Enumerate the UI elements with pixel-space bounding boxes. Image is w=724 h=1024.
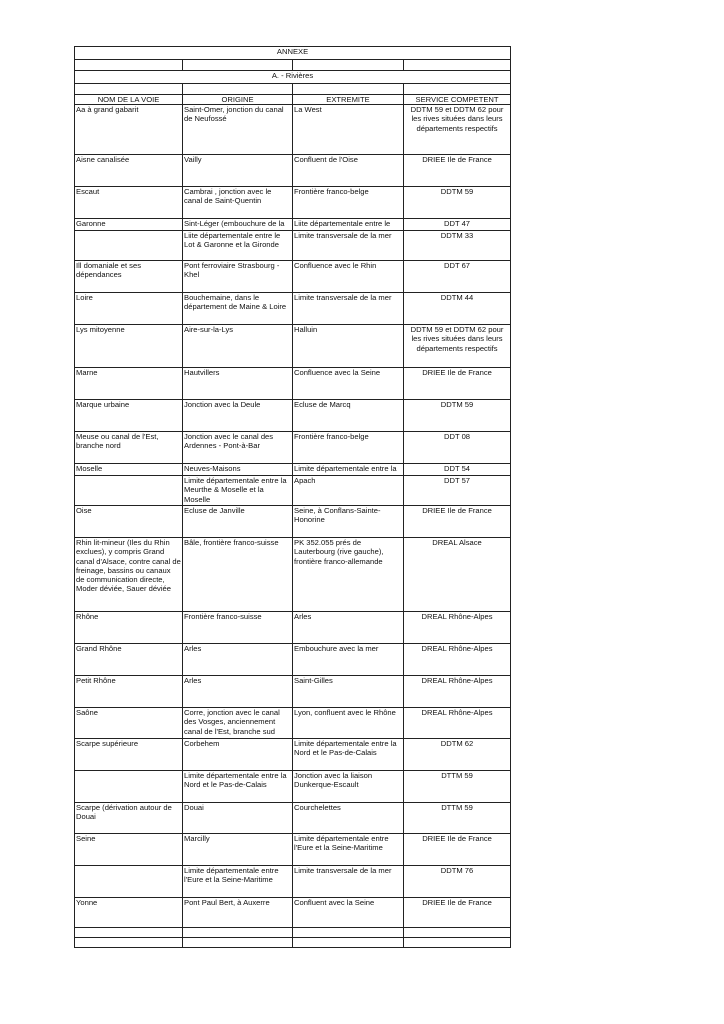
table-row	[75, 644, 511, 676]
cell-end: Lyon, confluent avec le Rhône	[293, 708, 404, 739]
cell-end: Halluin	[293, 325, 404, 368]
table-row	[75, 676, 511, 708]
cell-end: Limite départementale entre la Nord et le Pas-de-Calais	[293, 739, 404, 771]
cell-name: Grand Rhône	[75, 644, 183, 676]
annex-table	[74, 46, 511, 948]
cell-end: Apach	[293, 476, 404, 506]
cell-origin: Vailly	[183, 155, 293, 187]
cell-origin: Douai	[183, 803, 293, 834]
table-row	[75, 538, 511, 612]
cell-service: DDT 08	[404, 432, 511, 464]
cell-name: Meuse ou canal de l'Est, branche nord	[75, 432, 183, 464]
cell-name: Scarpe supérieure	[75, 739, 183, 771]
cell-name: Marque urbaine	[75, 400, 183, 432]
cell-end: Saint-Gilles	[293, 676, 404, 708]
cell-origin: Limite départementale entre la Nord et le Pas-de-Calais	[183, 771, 293, 803]
cell-name: Rhin lit-mineur (Iles du Rhin exclues), y compris Grand canal d'Alsace, contre canal de freinage, bassins ou canaux de communication directe, Moder déviée, Sauer déviée	[75, 538, 183, 612]
cell-service: DRIEE Ile de France	[404, 368, 511, 400]
cell-origin: Saint-Omer, jonction du canal de Neufossé	[183, 105, 293, 155]
cell-origin: Pont Paul Bert, à Auxerre	[183, 898, 293, 928]
cell-origin: Corbehem	[183, 739, 293, 771]
table-row	[75, 231, 511, 261]
table-row	[75, 105, 511, 155]
table-row	[75, 771, 511, 803]
cell-name	[75, 231, 183, 261]
table-row	[75, 219, 511, 231]
cell-name: Seine	[75, 834, 183, 866]
cell-service: DRIEE Ile de France	[404, 898, 511, 928]
empty-row	[75, 938, 511, 948]
cell-name: Yonne	[75, 898, 183, 928]
cell-end: Liite départementale entre le	[293, 219, 404, 231]
cell-service: DDTM 76	[404, 866, 511, 898]
cell-name: Loire	[75, 293, 183, 325]
cell-origin: Neuves-Maisons	[183, 464, 293, 476]
col-header-name: NOM DE LA VOIE	[75, 95, 183, 105]
table-row	[75, 803, 511, 834]
col-header-end: EXTREMITE	[293, 95, 404, 105]
cell-origin: Frontière franco-suisse	[183, 612, 293, 644]
cell-origin: Cambrai , jonction avec le canal de Saint-Quentin	[183, 187, 293, 219]
cell-service: DRIEE Ile de France	[404, 834, 511, 866]
section-title: A. - Rivières	[75, 71, 511, 84]
cell-end: Confluent de l'Oise	[293, 155, 404, 187]
table-row	[75, 612, 511, 644]
cell-end: Courchelettes	[293, 803, 404, 834]
cell-service: DDTM 44	[404, 293, 511, 325]
cell-name: Rhône	[75, 612, 183, 644]
table-row	[75, 476, 511, 506]
cell-service: DDTM 59	[404, 400, 511, 432]
cell-end: Seine, à Conflans-Sainte-Honorine	[293, 506, 404, 538]
cell-origin: Arles	[183, 676, 293, 708]
cell-origin: Arles	[183, 644, 293, 676]
cell-end: Limite transversale de la mer	[293, 293, 404, 325]
cell-origin: Ecluse de Janville	[183, 506, 293, 538]
cell-origin: Pont ferroviaire Strasbourg - Khel	[183, 261, 293, 293]
cell-name: Aisne canalisée	[75, 155, 183, 187]
cell-end: Confluence avec la Seine	[293, 368, 404, 400]
cell-service: DRIEE Ile de France	[404, 155, 511, 187]
section-row	[75, 71, 511, 84]
spacer-row	[75, 60, 511, 71]
cell-origin: Limite départementale entre la Meurthe & Moselle et la Moselle	[183, 476, 293, 506]
table-row	[75, 187, 511, 219]
cell-name: Escaut	[75, 187, 183, 219]
cell-service: DREAL Rhône-Alpes	[404, 612, 511, 644]
cell-service: DTTM 59	[404, 803, 511, 834]
table-row	[75, 325, 511, 368]
cell-service: DDTM 62	[404, 739, 511, 771]
table-row	[75, 739, 511, 771]
cell-service: DREAL Rhône-Alpes	[404, 676, 511, 708]
cell-name	[75, 866, 183, 898]
cell-name: Marne	[75, 368, 183, 400]
cell-service: DDT 57	[404, 476, 511, 506]
cell-service: DDT 54	[404, 464, 511, 476]
cell-end: Limite départementale entre la	[293, 464, 404, 476]
cell-service: DREAL Rhône-Alpes	[404, 644, 511, 676]
col-header-origin: ORIGINE	[183, 95, 293, 105]
cell-service: DREAL Alsace	[404, 538, 511, 612]
title-row	[75, 47, 511, 60]
cell-service: DDT 47	[404, 219, 511, 231]
col-header-service: SERVICE COMPETENT	[404, 95, 511, 105]
annex-title: ANNEXE	[75, 47, 511, 60]
cell-end: Frontière franco-belge	[293, 432, 404, 464]
table-row	[75, 866, 511, 898]
cell-name: Garonne	[75, 219, 183, 231]
cell-name	[75, 476, 183, 506]
cell-origin: Jonction avec le canal des Ardennes - Pont-à-Bar	[183, 432, 293, 464]
table-row	[75, 368, 511, 400]
table-row	[75, 155, 511, 187]
cell-origin: Marcilly	[183, 834, 293, 866]
cell-end: Limite départementale entre l'Eure et la Seine-Maritime	[293, 834, 404, 866]
cell-name: Saône	[75, 708, 183, 739]
cell-service: DDTM 59	[404, 187, 511, 219]
cell-end: Arles	[293, 612, 404, 644]
table-row	[75, 898, 511, 928]
empty-row	[75, 928, 511, 938]
cell-origin: Hautvillers	[183, 368, 293, 400]
cell-end: La West	[293, 105, 404, 155]
cell-origin: Sint-Léger (embouchure de la	[183, 219, 293, 231]
table-row	[75, 432, 511, 464]
header-row	[75, 95, 511, 105]
cell-end: Frontière franco-belge	[293, 187, 404, 219]
cell-end: Ecluse de Marcq	[293, 400, 404, 432]
cell-service: DTTM 59	[404, 771, 511, 803]
cell-service: DDTM 33	[404, 231, 511, 261]
cell-origin: Limite départementale entre l'Eure et la Seine-Maritime	[183, 866, 293, 898]
cell-name: Scarpe (dérivation autour de Douai	[75, 803, 183, 834]
cell-name: Ill domaniale et ses dépendances	[75, 261, 183, 293]
cell-name: Petit Rhône	[75, 676, 183, 708]
cell-service: DDTM 59 et DDTM 62 pour les rives situées dans leurs départements respectifs	[404, 325, 511, 368]
table-row	[75, 293, 511, 325]
table-row	[75, 261, 511, 293]
cell-name: Aa à grand gabarit	[75, 105, 183, 155]
cell-name: Moselle	[75, 464, 183, 476]
table-row	[75, 506, 511, 538]
cell-origin: Jonction avec la Deule	[183, 400, 293, 432]
cell-end: Confluent avec la Seine	[293, 898, 404, 928]
table-row	[75, 400, 511, 432]
cell-origin: Bâle, frontière franco-suisse	[183, 538, 293, 612]
cell-service: DDTM 59 et DDTM 62 pour les rives situées dans leurs départements respectifs	[404, 105, 511, 155]
cell-origin: Bouchemaine, dans le département de Maine & Loire	[183, 293, 293, 325]
cell-end: Limite transversale de la mer	[293, 866, 404, 898]
cell-end: Embouchure avec la mer	[293, 644, 404, 676]
cell-origin: Liite départementale entre le Lot & Garonne et la Gironde	[183, 231, 293, 261]
cell-service: DRIEE Ile de France	[404, 506, 511, 538]
spacer-row	[75, 84, 511, 95]
cell-end: Confluence avec le Rhin	[293, 261, 404, 293]
cell-name: Lys mitoyenne	[75, 325, 183, 368]
cell-name	[75, 771, 183, 803]
cell-end: PK 352.055 prés de Lauterbourg (rive gauche), frontière franco-allemande	[293, 538, 404, 612]
cell-end: Limite transversale de la mer	[293, 231, 404, 261]
cell-origin: Aire-sur-la-Lys	[183, 325, 293, 368]
cell-service: DDT 67	[404, 261, 511, 293]
table-row	[75, 464, 511, 476]
table-row	[75, 708, 511, 739]
cell-origin: Corre, jonction avec le canal des Vosges, anciennement canal de l'Est, branche sud	[183, 708, 293, 739]
cell-service: DREAL Rhône-Alpes	[404, 708, 511, 739]
table-row	[75, 834, 511, 866]
cell-end: Jonction avec la liaison Dunkerque-Escault	[293, 771, 404, 803]
cell-name: Oise	[75, 506, 183, 538]
